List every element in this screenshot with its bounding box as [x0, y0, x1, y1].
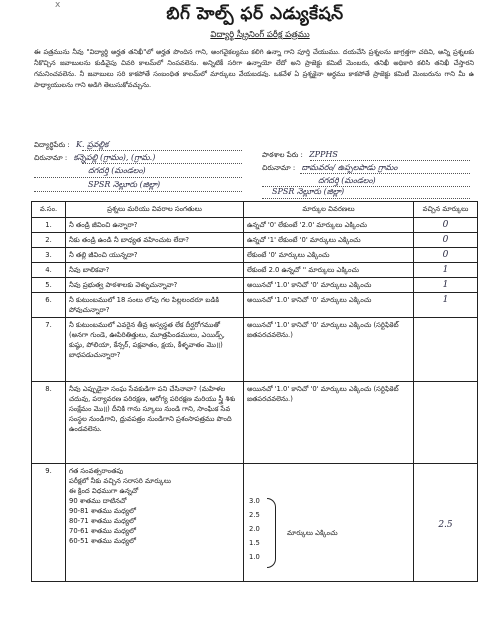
table-row	[32, 218, 478, 233]
row-serial: 9.	[32, 464, 66, 582]
table-header-row	[32, 202, 478, 218]
student-address-line-3	[34, 191, 242, 192]
student-address-line3: SPSR నెల్లూరు (జిల్లా)	[88, 180, 161, 189]
row-mark-value[interactable]: 1	[414, 293, 478, 318]
table-row	[32, 233, 478, 248]
school-address-line1: దామవరం/ ఉప్పలపాడు గ్రామం	[301, 163, 398, 172]
grade-rule-text: మార్కులు ఎక్కించు	[287, 529, 338, 537]
grade-line: పరీక్షలో నీకు వచ్చిన సరాసరి మార్కులు	[69, 477, 171, 485]
table-row	[32, 318, 478, 382]
row-marks-rule: లేకుంటే 2.0 ఉన్నచో '' మార్కులు ఎక్కించు	[244, 263, 414, 278]
form-title: బిగ్ హెల్ప్ ఫర్ ఎడ్యుకేషన్	[166, 4, 344, 24]
school-name-label: పాఠశాల పేరు :	[262, 151, 303, 159]
row-serial: 4.	[32, 263, 66, 278]
table-row	[32, 248, 478, 263]
score-value: 1.0	[249, 553, 260, 561]
row-question: నీ కుటుంబములో ఎవరైన తీవ్ర అస్వస్థత లేక దీర్ఘరోగముతో (అనగా గుండె, ఊపిరితిత్తులు, మూత్రపిండములు, ఎయిడ్స్, కుష్ఠు, పోలియా, కేన్సర్, పక్షవాతం, క్షయ, కీళ్ళవాతం మొ॥) బాధపడుచున్నారా?	[66, 318, 244, 382]
row-marks-rule: లేకుంటే '0' మార్కులు ఎక్కించు	[244, 248, 414, 263]
row-mark-value[interactable]: 0	[414, 248, 478, 263]
row-serial: 6.	[32, 293, 66, 318]
row-question: నీవు బాలికవా?	[66, 263, 244, 278]
row-marks-rule: అయినచో '1.0' కానిచో '0' మార్కులు ఎక్కించు (సర్టిఫికెట్ జతపరచవలెను.)	[244, 382, 414, 464]
row-question: నీవు ప్రభుత్వ పాఠశాలకు వెళ్ళుచున్నావా?	[66, 278, 244, 293]
student-address-line-2	[34, 177, 242, 178]
row-marks-rule-grade	[244, 464, 414, 582]
row-marks-rule: అయినచో '1.0' కానిచో '0' మార్కులు ఎక్కించు	[244, 293, 414, 318]
student-address-line-1	[82, 163, 242, 164]
school-name-line	[310, 160, 470, 161]
row-mark-value[interactable]: 0	[414, 233, 478, 248]
brace-mark	[267, 498, 276, 568]
row-mark-value[interactable]: 1	[414, 263, 478, 278]
row-question: నీ కుటుంబములో 18 సంలు లోపు గల పిల్లలందరూ బడికి పోవుచున్నారా?	[66, 293, 244, 318]
row-question: నీవు ఎప్పుడైనా సంఘ సేవకుడిగా పని చేసినావా? (మహిళల చదువు, పర్యావరణ పరిరక్షణ, ఆరోగ్య పరిరక్షణ మరియు స్త్రీ శిశు సంక్షేమం మొ॥) దీనికి గాను స్కూలు నుండి గాని, సాంఘిక సేవ సంస్థల నుండిగాని, ధ్రువపత్రం నుండిగాని ప్రశంసాపత్రము పొంది ఉండవలెను.	[66, 382, 244, 464]
corner-mark: x	[55, 0, 61, 10]
row-serial: 2.	[32, 233, 66, 248]
row-marks-rule: ఉన్నచో '1' లేకుంటే '0' మార్కులు ఎక్కించు	[244, 233, 414, 248]
student-name-label: విద్యార్థిపేరు :	[34, 141, 70, 149]
school-address-line3: SPSR నెల్లూరు (జిల్లా)	[272, 187, 345, 196]
score-value: 2.0	[249, 525, 260, 533]
table-row	[32, 278, 478, 293]
score-value: 2.5	[249, 511, 260, 519]
grade-line: ఈ క్రింద విధముగా ఉన్నచో	[69, 487, 139, 495]
grade-line: 70-61 శాతము మధ్యలో	[69, 527, 136, 535]
row-mark-value[interactable]: 0	[414, 218, 478, 233]
form-subtitle: విద్యార్థి స్క్రీనింగ్ పరీక్ష పత్రము	[210, 30, 310, 40]
instructions-paragraph: ఈ పత్రమును నీవు "విద్యార్థి అర్హత తనిఖీ"లో అర్హత పొందిన గాని, అంగవైకల్యము కలిగి ఉన్నా గాని పూర్తి చేయుము. దయచేసి ప్రశ్నలను జాగ్రత్తగా చదివి, అన్ని ప్రశ్నలకు నీకొచ్చిన జవాబులను కుడివైపు చివరి కాలమ్‌లో నింపవలెను. అన్నిటికీ సరిగా ఉన్నాయో లేదో అని ప్రాజెక్టు కమిటీ మెంబరు, తనిఖీ అధికారి కలిసి తనిఖీ చేస్తారని గమనించవలెను. నీ జవాబులు సరి కాకపోతే సంబంధిత కాలమ్‌లో మార్కులు వేయబడవు. ఒకవేళ ఏ ప్రశ్నకైనా అర్థము కాకపోతే ప్రాజెక్టు కమిటీ మెంబరును గాని మీ ఉ పాధ్యాయులను గాని అడిగి తెలుసుకోవచ్చును.	[34, 48, 474, 89]
row-serial: 7.	[32, 318, 66, 382]
row-mark-value[interactable]	[414, 318, 478, 382]
school-address-label: చిరునామా :	[262, 164, 296, 172]
row-question: నీ తండ్రి జీవించి ఉన్నారా?	[66, 218, 244, 233]
table-row	[32, 382, 478, 464]
student-name-value: K. ప్రవల్లిక	[75, 140, 109, 149]
table-row	[32, 263, 478, 278]
grade-line: 80-71 శాతము మధ్యలో	[69, 517, 136, 525]
row-question: నీ తల్లి జీవించి యున్నదా?	[66, 248, 244, 263]
row-question: నీకు తండ్రి ఉండి నీ బాధ్యత వహించుట లేదా?	[66, 233, 244, 248]
row-serial: 5.	[32, 278, 66, 293]
grade-line: 60-51 శాతము మధ్యలో	[69, 537, 136, 545]
school-address-line-3	[262, 198, 470, 199]
row-question-grade	[66, 464, 244, 582]
row-marks-rule: అయినచో '1.0' కానిచో '0' మార్కులు ఎక్కించు (సర్టిఫికెట్ జతపరచవలెను.)	[244, 318, 414, 382]
assessment-table	[31, 201, 478, 582]
student-address-label: చిరునామా :	[34, 154, 68, 162]
score-value: 1.5	[249, 539, 260, 547]
grade-line: 90-81 శాతము మధ్యలో	[69, 507, 136, 515]
header-marks-rule: మార్కుల వివరణలు	[244, 202, 414, 218]
row-serial: 3.	[32, 248, 66, 263]
score-value: 3.0	[249, 497, 260, 505]
row-serial: 8.	[32, 382, 66, 464]
row-mark-value[interactable]	[414, 382, 478, 464]
grade-line: గత సంవత్సరాంతపు	[69, 467, 124, 475]
score-scale	[247, 496, 410, 571]
row-mark-value[interactable]: 1	[414, 278, 478, 293]
header-question: ప్రశ్నలు మరియు వివరాల సంగతులు	[66, 202, 244, 218]
table-row	[32, 464, 478, 582]
student-address-line1: కన్నెపల్లి (గ్రామం), (గ్రామ.)	[73, 153, 156, 162]
grade-line: 90 శాతము దాటినచో	[69, 497, 127, 505]
row-marks-rule: ఉన్నచో '0' లేకుంటే '2.0' మార్కులు ఎక్కించు	[244, 218, 414, 233]
table-row	[32, 293, 478, 318]
row-marks-rule: అయినచో '1.0' కానిచో '0' మార్కులు ఎక్కించు	[244, 278, 414, 293]
school-address-line-1	[300, 173, 470, 174]
header-serial: వ.సం.	[32, 202, 66, 218]
row-mark-value[interactable]: 2.5	[414, 464, 478, 582]
header-marks-obtained: వచ్చిన మార్కులు	[414, 202, 478, 218]
school-name-value: ZPPHS	[309, 150, 338, 159]
student-address-line2: దగదర్తి (మండలం)	[88, 166, 146, 175]
row-serial: 1.	[32, 218, 66, 233]
school-address-line2: దగదర్తి (మండలం)	[318, 176, 376, 185]
student-name-line	[82, 150, 242, 151]
